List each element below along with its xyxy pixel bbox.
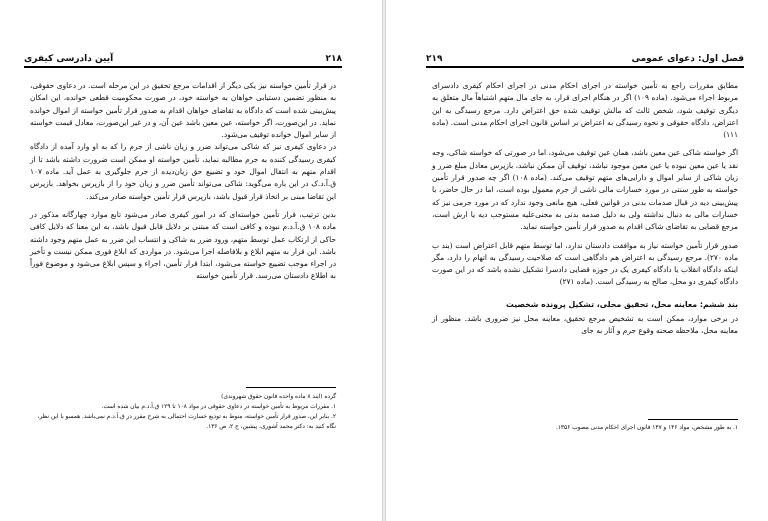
footnote: ۲. بنابر این، صدور قرار تأمین خواسته، منوط به تودیع خسارت احتمالی به شرح مقرر در ق.آ.د.م نمی‌باشد. همسو با این نظر، نگاه کنید به: دکتر محمد آشوری، پیشین، ج ۲، ص ۱۳۶.: [37, 414, 336, 430]
paragraph: در برخی موارد، ممکن است به تشخیص مرجع تحقیق، معاینه محل نیز ضروری باشد. منظور از معاینه محل، ملاحظه صحنه وقوع جرم و آثار به جای: [432, 314, 738, 336]
paragraph: اگر خواسته شاکی عین معین باشد، همان عین توقیف می‌شود، اما در صورتی که خواسته شاکی، وجه نقد یا عین معین نبوده یا عین معین موجود نباشد، توقیف آن ممکن نباشد، بازپرس معادل مبلغ ضرر و زیان شاکی از سایر اموال و دارایی‌های متهم توقیف می‌کند. (ماده ۱۰۸) اگر چه صدور قرار تأمین خواسته به طور سنتی در مورد خسارات مالی ناشی از جرم معمول بوده است، اما در حال حاضر، با پیش‌بینی دیه در قبال صدمات بدنی در قوانین فعلی، هیچ مانعی وجود ندارد که در مورد جرمی نیز که خسارات مالی به دنبال نداشته ولی به دلیل صدمه بدنی به مجنی‌علیه مستوجب دیه یا ارش است، مرجع قضایی به تقاضای شاکی اقدام به صدور قرار تأمین خواسته نماید.: [432, 148, 738, 232]
footnote: ۱. به طور مشخص، مواد ۱۴۶ و ۱۴۷ قانون اجرای احکام مدنی مصوب ۱۳۵۶.: [555, 425, 738, 431]
paragraph: مطابق مقررات راجع به تأمین خواسته در اجرای احکام مدنی در اجرای احکام کیفری دادسرای مربوط اجراء می‌شود. (ماده ۱۰۹) اگر در هنگام اجرای قرار، به جای مال متهم اشتباهاً مال متعلق به دیگری توقیف شود، شخص ثالث که مالش توقیف شده حق اعتراض دارد. مرجع رسیدگی به این اعتراض، دادگاه حقوقی و نحوه رسیدگی به اعتراض بر اساس قانون اجرای احکام مدنی است. (ماده ۱۱۱): [432, 81, 738, 140]
footnote: گرده (ایند ۸ ماده واحده قانون حقوق شهروندی): [221, 394, 336, 400]
paragraph: در قرار تأمین خواسته نیز یکی دیگر از اقدامات مرجع تحقیق در این مرحله است. در دعاوی حقوقی، به منظور تضمین دستیابی خواهان به خواسته خود، در صورت محکومیت قطعی خوانده، این امکان پیش‌بینی شده است که دادگاه به تقاضای خواهان اقدام به صدور قرار تأمین خواسته از اموال خوانده نماید. در این‌صورت، اگر خواسته، عین معین باشد عین آن، و در غیر این‌صورت، معادل قیمت خواسته از سایر اموال خوانده توقیف می‌شود.: [30, 81, 336, 140]
left-page: [0, 0, 382, 521]
paragraph: در دعاوی کیفری نیز که شاکی می‌تواند ضرر و زیان ناشی از جرم را که به او وارد آمده از دادگاه کیفری رسیدگی کننده به جرم مطالبه نماید، تأمین خواسته او ممکن است ضرورت داشته باشد تا از اقدام متهم به انتقال اموال خود و تضییع حق زیان‌دیده از جرم جلوگیری به عمل آید. ماده ۱۰۷ ق.آ.د.ک در این باره می‌گوید: شاکی می‌تواند تأمین ضرر و زیان خود را از بازپرس بخواهد. بازپرس این تقاضا مبنی بر اتخاذ قرار قبول باشد، بازپرس قرار تأمین خواسته صادر می‌کند.: [30, 142, 336, 201]
body-text: [432, 80, 738, 338]
body-text: [30, 80, 336, 283]
footnotes: [30, 392, 336, 432]
section-heading: بند ششم: معاینه محل، تحقیق محلی، تشکیل پرونده شخصیت: [506, 299, 738, 309]
paragraph: صدور قرار تأمین خواسته نیاز به موافقت دادستان ندارد، اما توسط متهم قابل اعتراض است (بند ب ماده ۲۷۰). مرجع رسیدگی به اعتراض هم دادگاهی است که صلاحیت رسیدگی به اتهام را دارد، مگر اینکه دادگاه انقلاب یا دادگاه کیفری یک در حوزه قضایی دادسرا تشکیل نشده باشد که در این صورت دادگاه کیفری دو محل، صالح به رسیدگی است. (ماده ۲۷۱): [432, 240, 738, 287]
running-head: [426, 50, 744, 68]
footnotes: [432, 423, 738, 433]
running-head: [24, 50, 342, 68]
footnote-separator: [246, 387, 336, 388]
paragraph: بدین ترتیب، قرار تأمین خواسته‌ای که در امور کیفری صادر می‌شود تابع موارد چهارگانه مذکور در ماده ۱۰۸ ق.آ.د.م نبوده و کافی است که مبتنی بر دلایل قابل قبول باشد، به این معنا که دلایل کافی حاکی از ارتکاب عمل توسط متهم، ورود ضرر به شاکی و انتساب این ضرر به عمل متهم وجود داشته باشد. این قرار به متهم ابلاغ و بلافاصله اجرا می‌شود. در مواردی که ابلاغ فوری ممکن نیست و تأخیر در اجراء موجب تضییع خواسته می‌شود، ابتدا قرار تأمین، اجراء و سپس ابلاغ می‌شود و موضوع فوراً به اطلاع دادستان می‌رسد. قرار تأمین خواسته: [30, 209, 336, 281]
running-head-title: آیین دادرسی کیفری: [24, 54, 114, 64]
running-head-title: فصل اول: دعوای عمومی: [631, 54, 744, 64]
footnote: ۱. مقررات مربوط به تأمین خواسته در دعاوی حقوقی در مواد ۱۰۸ تا ۱۲۹ ق.آ.د.م بیان شده است.: [101, 404, 336, 410]
footnote-separator: [648, 419, 738, 420]
right-page: [386, 0, 768, 521]
page-number: ۲۱۹: [426, 54, 443, 64]
page-number: ۲۱۸: [325, 54, 342, 64]
